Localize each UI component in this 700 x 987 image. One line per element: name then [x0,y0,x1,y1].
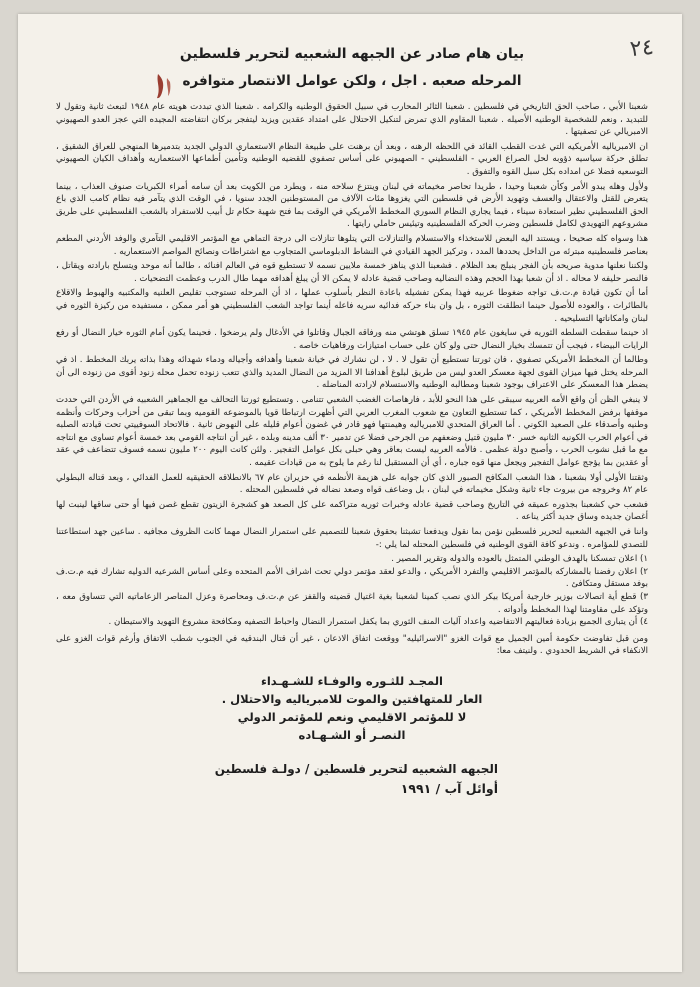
statement-subtitle: المرحله صعبه . اجل ، ولكن عوامل الانتصار متوافره [182,73,522,89]
paragraph: أما أن تكون قيادة م.ت.ف تواجه ضغوطا عربيه فهذا يمكن تفشيله باعادة النظر بأسلوب عملها ، اذ أن المرحله تستوجب تقليص العلنيه والمكتبيه والهبوط والاقلاع بالطائرات ، والعوده للأصول حينما انطلقت الثوره ، بل وان بناء حركه فدائيه سريه فاعله أينما تواجد الشعب الفلسطيني هو أمر ممكن ، مستفيده من ركيزة الثوره في لبنان وامكاناتها التسليحيه . [56,288,648,324]
paragraph: ولأول وهله يبدو الأمر وكأن شعبنا وحيدا ، طريدا تحاصر مخيماته في لبنان وينتزع سلاحه منه ، ويطرد من الكويت بعد أن سامه أمراء الكبريات صنوف العذاب ، بينما يتعرض للقتل والاعتقال والعسف وتهويد الأرض في فلسطين التي يغزوها مئات الآلاف من المستوطنين الجدد سنويا ، في الوقت الذي يتآمر فيه نظام كامب الذي باع الحق الفلسطيني نظير استعادة سيناء ، فيما يجاري النظام السوري المخطط الأمريكي في الوقت بما فتح شهية حكام تل أبيب للاستفراد بالشعب الفلسطيني على طريق مشروعهم التهويدي لكامل فلسطين وضرب الحركه الفلسطينيه وتيئيس حاملي رايتها . [56,181,648,230]
demand-item: ٢) اعلان رفضنا بالمشاركه بالمؤتمر الاقليمي والتفرد الأمريكي ، والدعو لعقد مؤتمر دولي تحت اشراف الأمم المتحده وعلى أساس الشرعيه الدوليه تشارك فيه م.ت.ف بوفد مستقل ومتكافئ . [56,566,648,590]
date: أوائل آب / ١٩٩١ [400,780,498,796]
signature: الجبهه الشعبيه لتحرير فلسطين / دولـة فلسطين [214,761,498,776]
signature-block [56,760,648,798]
demands-list [56,553,648,629]
demand-item: ٤) أن يتبارى الجميع بزيادة فعاليتهم الانتفاضيه واعداد آليات المنف الثوري بما يكفل استمرار النضال واحباط التصفيه ومكافحة مشروع التهويد والاستيطان . [108,617,648,628]
paragraph: واننا في الجبهه الشعبيه لتحرير فلسطين نؤمن بما نقول ويدفعنا تشبثنا بحقوق شعبنا للتصميم على استمرار النضال مهما كانت الظروف مجافيه . ساعين جهد استطاعتنا للتصدي للمؤامره . وندعو كافة القوى الوطنيه في فلسطين المحتله لما يلي :- [56,527,648,550]
paragraph: اذ حينما سقطت السلطه الثوريه في سايغون عام ١٩٤٥ تسلق هوتشي منه ورفاقه الجبال وقاتلوا في الأدغال ولم يرضخوا . فحينما يكون أمام الثوره خيار النضال أو رفع الرايات البيضاء ، فيجب أن تتمسك بخيار النضال حتى ولو كان على حساب امتيازات ورفاهيات خاصه . [56,328,649,351]
slogan-line: النصـر أو الشـهـاده [298,727,406,742]
paragraph: وثقتنا الأولى أولا بشعبنا ، هذا الشعب المكافح الصبور الذي كان جوابه على هزيمة الأنظمه في حزيران عام ٦٧ بالانطلاقه الحقيقيه للعمل الفدائي ، وبعد قتاله البطولي عام ٨٢ وخروجه من بيروت جاء ثانية وشكل مخيماته في لبنان ، بل وضاعف قواه وصعد نضاله في فلسطين المحتله . [56,472,649,496]
closing-paragraph: ومن قبل تفاوضت حكومة أمين الجميل مع قوات الغزو "الاسرائيليه" ووقعت اتفاق الاذعان ، غير أن قتال البندقيه في الجنوب شطب الاتفاق وأرغم قوات الغزو على الانكفاء في الشريط الحدودي . ولنيتف معا: [56,633,648,657]
demand-item: ١) اعلان تمسكنا بالهدف الوطني المتمثل بالعوده والدوله وتقرير المصير . [391,554,648,565]
slogan-line: المجـد للثـوره والوفـاء للشـهـداء [260,673,443,688]
paragraph: ان الامبرياليه الأمريكيه التي غدت القطب القائد في اللحظه الرهنه ، وبعد أن برهنت على طبيعة النظام الاستعماري الدولي الجديد بتدميرها المنهجي للعراق الشقيق ، تطلق حركة سياسيه ذؤوبه لحل الصراع العربي - الفلسطيني - الصهيوني على أساس تصفوي للقضيه الوطنيه وتأمين أطماعها الاستعماريه وأهداف الكيان الصهيوني التوسعيه فضلا عن امداده بكل سبل القوه والتفوق . [56,141,648,177]
paragraph: فشعب حي كشعبنا بجذوره عميقه في التاريخ وصاحب قضية عادله وخبرات ثوريه متراكمه على كل الصعد هو كشجرة الزيتون تقطع غصن فيها أو حتى ساقها لينبت لها أغصان جديده وساق جديد أكثر يناعه . [56,499,648,523]
paragraph: شعبنا الأبي ، صاحب الحق التاريخي في فلسطين . شعبنا الثائر المحارب في سبيل الحقوق الوطنيه والكرامه . شعبنا الذي تبددت هويته عام ١٩٤٨ لتبعث ثانية وتقول لا للتبديد ، ونعم للشخصية الوطنيه الأصيله . شعبنا المقاوم الذي تمرض لتنكيل الاحتلال على امتداد عقدين ويزيد ليتفجر بركان انتفاضته المجيده التي عجز العدو الصهيوني الامبريالي عن تصفيتها . [56,102,648,138]
paragraph: هذا وسواه كله صحيحا ، ويستند اليه البعض للاستخذاء والاستسلام والتنازلات التي يتلوها تنازلات الى درجة التماهي مع المؤتمر الاقليمي التآمري والوفد الأردني المطعم بعناصر فلسطينيه مبترئه من الداخل يحددها المدد ، وتركيز الجهد القيادي في النشاط الدبلوماسي المتجاوب مع اشتراطات ونصائح المواصم الاستعماريه . [56,233,648,257]
paragraph: ولكننا نعلنها مدوية صريحه بأن الفجر ينبلج بعد الظلام . فشعبنا الذي يناهز خمسة ملايين نسمه لا تستطيع قوه في العالم افنائه ، طالما أنه موحد ويتسلح بارادته ويقاتل ، فالنصر حليفه لا محاله . اذ أن شعبا بهذا الحجم وهذه النضاليه وصاحب قضية عادله لا يمكن الا أن يبلغ أهدافه مهما طال الدرب وعظمت التضحيات . [56,261,648,284]
slogan-line: لا للمؤتمر الاقليمي ونعم للمؤتمر الدولي [237,709,467,724]
paragraph: وطالما أن المخطط الأمريكي تصفوي ، فان ثورتنا تستطيع أن تقول لا . لا ، لن نشارك في خيانة شعبنا وأهدافه وأجياله ودماء شهدائه وهذا بذاته يربك المخطط . اذ في المرحله يختل فيها ميزان القوى لجهة معسكر العدو ليس من طريق لبلوغ أهدافنا الا المزيد من النضال المديد والذي تتعب زنوده تحمل محله زنود أقوى من زنوده الى أن يضطر هذا المعسكر على الاعتراف بوجود شعبنا ومطالبه الوطنيه والاستسلام لارادته المناضله . [56,355,648,391]
slogans-block [56,672,648,744]
handwritten-page-number: ٢٤ [628,34,655,63]
document-page [18,14,682,972]
slogan-line: العار للمتهافتين والموت للامبرياليه والاحتلال . [221,691,483,706]
paragraph: لا ينبغي الظن أن واقع الأمه العربيه سيبقى على هذا النحو للأبد ، فارهاصات الغضب الشعبي تتنامى . وتستطيع ثورتنا التحالف مع الجماهير الشعبيه في الأردن التي حددت موقفها برفض المخطط الأمريكي ، كما تستطيع التعاون مع شعوب المغرب العربي التي أظهرت ارتباطا قويا بالموضوعه القوميه وبما تبقى من أحزاب وحركات وأنظمه وطنيه وأصدقاء على الصعيد الكوني . أما العراق المتحدي للامبرياليه وهيمنتها فهو قادر في غضون أعوام قليله على النهوض ثانية . فالاتحاد السوفييتي تحت قيادته الصلبه في أعوام الحرب الكونيه الثانيه خسر ٣٠ مليون قتيل وضعفهم من الجرحى فضلا عن تدمير ٣٠ ألف مدينه وبلده ، غير أن انتاجه القومي بعد خمسة أعوام تساوى مع انتاجه مع ما قبل نشوب الحرب ، وأصبح دولة عظمى . فالأمه العربيه ليست بعاقر وهي حبلى بكل عوامل التفجير . ولئن كانت اليوم ٢٠٠ مليون نسمه فسوف تتضاعف في عقد أو عقدين بما يؤجج عوامل التفجير ويجعل منها قوه جباره ، أي أن المستقبل لنا رغم ما يلوح به من قيادات عقيمه . [56,395,649,469]
statement-title: بيان هام صادر عن الجبهه الشعبيه لتحرير فلسطين [179,46,525,62]
statement-body [56,44,648,798]
demand-item: ٣) قطع أية اتصالات بوزير خارجية أمريكا بيكر الذي نصب كمينا لشعبنا بغية اغتيال قضيته والقفز عن م.ت.ف ومحاصرة وعزل المتاصر الزعاماتيه التي تتساوق معه ، وتؤكد على مقاومتنا لهذا المخطط وأدواته . [56,591,648,615]
